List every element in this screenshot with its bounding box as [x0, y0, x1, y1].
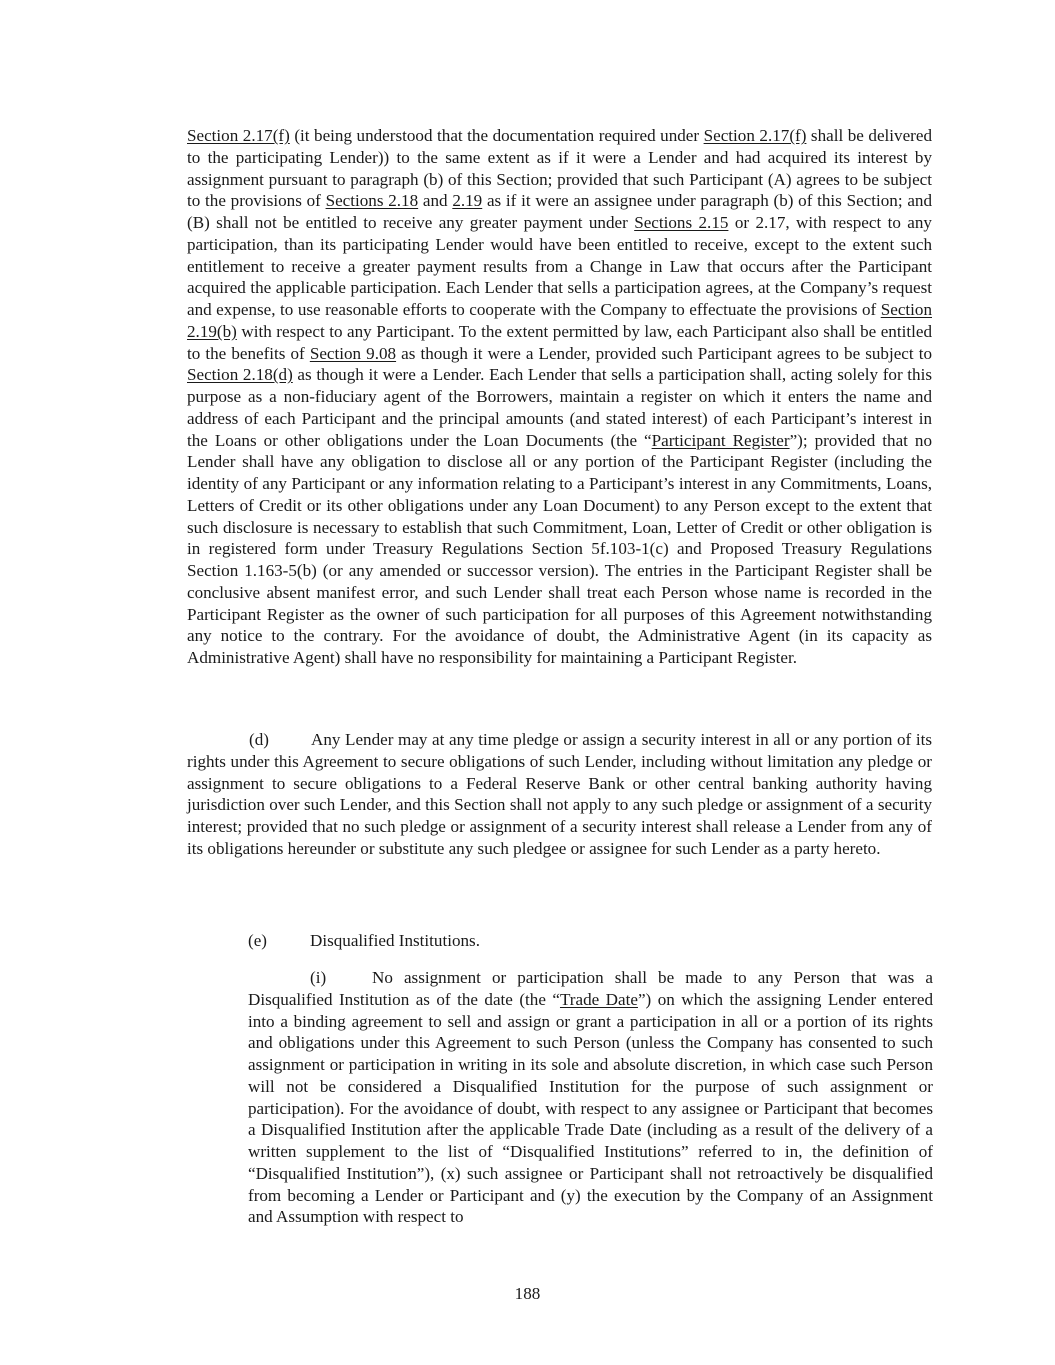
section-ref-9-08: Section 9.08: [309, 343, 397, 363]
paragraph-e-heading: [248, 930, 948, 952]
paragraph-d: [187, 729, 932, 860]
text-run: as though it were a Lender, provided such Participant agrees to be subject to: [396, 343, 933, 363]
section-ref-2-17f: Section 2.17(f): [187, 126, 290, 145]
paragraph-marker: (d): [249, 730, 269, 749]
text-run: (it being understood that the documentation required under: [289, 126, 704, 145]
paragraph-c-continued: [187, 125, 932, 669]
section-ref-2-17f: Section 2.17(f): [703, 126, 807, 145]
page-number: 188: [514, 1284, 541, 1303]
text-run: ”) on which the assigning Lender entered into a binding agreement to sell and assign or grant a participation in all or a portion of its rights and obligations under this Agreement to such Person (unless the Company has consented to such assignment or participation in writing in its sole and absolute discretion, in which case such Person will not be considered a Disqualified Institution for the purpose of such assignment or participation). For the avoidance of doubt, with respect to any assignee or Participant that becomes a Disqualified Institution after the applicable Trade Date (including as a result of the delivery of a written supplement to the list of “Disqualified Institutions” referred to in, the definition of “Disqualified Institution”), (x) such assignee or Participant shall not retroactively be disqualified from becoming a Lender or Participant and (y) the execution by the Company of an Assignment and Assumption with respect to: [248, 989, 933, 1227]
text-run: with respect to any Participant. To the extent permitted by law, each Participant also shall be entitled to the benefits of: [187, 321, 932, 363]
paragraph-e-i: [248, 967, 933, 1228]
defined-term-trade-date: Trade Date: [559, 989, 638, 1009]
section-ref-2-18d: Section 2.18(d): [187, 365, 293, 385]
text-run: or 2.17, with respect to any participation, than its participating Lender would have been entitled to receive, except to the extent such entitlement to receive a greater payment results from a Change in Law that occurs after the Participant acquired the applicable participation. Each Lender that sells a participation agrees, at the Company’s request and expense, to use reasonable efforts to cooperate with the Company to effectuate the provisions of: [187, 213, 932, 319]
section-ref-2-19b: Section 2.19(b): [187, 300, 932, 341]
section-ref-2-15: Sections 2.15: [634, 213, 729, 232]
text-run: as though it were a Lender. Each Lender that sells a participation shall, acting solely for this purpose as a non-fiduciary agent of the Borrowers, maintain a register on which it enters the name and address of each Participant and the principal amounts (and stated interest) of each Participant’s interest in the Loans or other obligations under the Loan Documents (the “: [187, 365, 932, 450]
text-run: and: [418, 191, 453, 211]
text-run: shall be delivered to the participating Lender)) to the same extent as if it were a Lender and had acquired its interest by assignment pursuant to paragraph (b) of this Section; provided that such Participant (A) agrees to be subject to the provisions of: [187, 126, 932, 211]
section-heading: Disqualified Institutions.: [310, 931, 480, 950]
text-run: No assignment or participation shall be made to any Person that was a Disqualified Institution as of the date (the “: [248, 968, 933, 1009]
section-ref-2-19: 2.19: [452, 191, 483, 211]
paragraph-text: Any Lender may at any time pledge or assign a security interest in all or any portion of its rights under this Agreement to secure obligations of such Lender, including without limitation any pledge or assignment to secure obligations to a Federal Reserve Bank or other central banking authority having jurisdiction over such Lender, and this Section shall not apply to any such pledge or assignment of a security interest; provided that no such pledge or assignment of a security interest shall release a Lender from any of its obligations hereunder or substitute any such pledgee or assignee for such Lender as a party hereto.: [187, 730, 932, 858]
text-run: ”); provided that no Lender shall have any obligation to disclose all or any portion of the Participant Register (including the identity of any Participant or any information relating to a Participant’s interest in any Commitments, Loans, Letters of Credit or its other obligations under any Loan Document) to any Person except to the extent that such disclosure is necessary to establish that such Commitment, Loan, Letter of Credit or other obligation is in registered form under Treasury Regulations Section 5f.103-1(c) and Proposed Treasury Regulations Section 1.163-5(b) (or any amended or successor version). The entries in the Participant Register shall be conclusive absent manifest error, and such Lender shall treat each Person whose name is recorded in the Participant Register as the owner of such participation for all purposes of this Agreement notwithstanding any notice to the contrary. For the avoidance of doubt, the Administrative Agent (in its capacity as Administrative Agent) shall have no responsibility for maintaining a Participant Register.: [187, 430, 932, 667]
text-run: as if it were an assignee under paragraph (b) of this Section; and (B) shall not be entitled to receive any greater payment under: [187, 191, 932, 232]
paragraph-marker: (i): [310, 968, 327, 987]
section-ref-2-18: Sections 2.18: [325, 191, 419, 211]
paragraph-marker: (e): [248, 931, 267, 950]
defined-term-participant-register: Participant Register: [651, 430, 790, 450]
